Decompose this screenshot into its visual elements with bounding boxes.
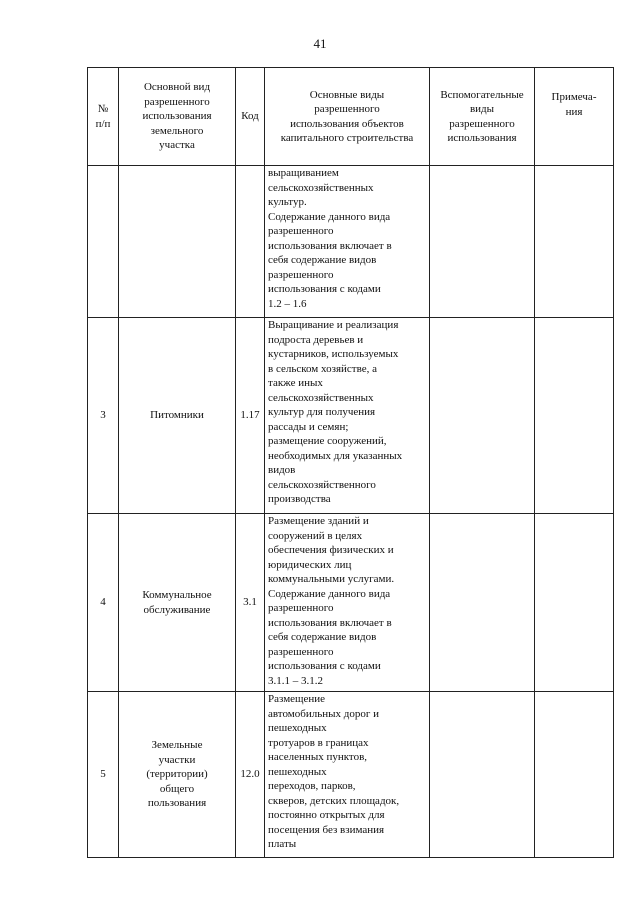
row-aux (430, 692, 535, 858)
row-num (88, 166, 119, 318)
header-note-line: Примеча- (551, 91, 597, 103)
row-kind (119, 318, 236, 514)
row-main-line: использования включает в (268, 616, 392, 629)
row-main-line: использования с кодами (268, 283, 381, 295)
header-aux (430, 68, 535, 166)
table-row (88, 692, 614, 858)
row-kind-line: (территории) (146, 768, 208, 781)
row-main-line: 1.2 – 1.6 (268, 297, 307, 310)
header-kind-line: использования (142, 110, 212, 123)
row-aux (430, 166, 535, 318)
header-main-line: Основные виды (309, 88, 385, 101)
row-main-line: разрешенного (268, 225, 334, 237)
row-main-line: населенных пунктов, (268, 751, 368, 763)
header-main-line: использования объектов (290, 117, 404, 130)
table-row (88, 318, 614, 514)
row-main-line: культур для получения (268, 406, 376, 418)
row-main (265, 318, 430, 514)
row-kind (119, 692, 236, 858)
row-main-line: скверов, детских площадок, (268, 794, 400, 807)
row-main-line: рассады и семян; (268, 420, 349, 433)
row-main (265, 692, 430, 858)
header-kind (119, 68, 236, 166)
header-aux-line: виды (469, 103, 495, 115)
row-main-line: юридических лиц (268, 558, 352, 571)
header-note (535, 68, 614, 166)
row-main-line: использования с кодами (268, 660, 381, 672)
page-number: 41 (313, 36, 327, 51)
header-aux-line: Вспомогательные (440, 88, 524, 101)
header-aux-line: использования (447, 132, 517, 144)
row-main-line: сооружений в целях (268, 529, 363, 542)
table-body (88, 166, 614, 858)
table-row (88, 166, 614, 318)
row-main-line: Размещение зданий и (268, 515, 369, 527)
row-kind-line: пользования (147, 797, 207, 810)
row-main-line: Размещение (268, 693, 326, 705)
row-main-line: платы (268, 838, 297, 850)
row-main-line: посещения без взимания (268, 823, 385, 836)
row-main-line: сельскохозяйственных (268, 181, 374, 194)
table-row (88, 514, 614, 692)
row-main-line: разрешенного (268, 645, 334, 658)
row-main-line: автомобильных дорог и (268, 707, 379, 720)
header-aux-line: разрешенного (449, 117, 515, 130)
header-kind-line: земельного (150, 124, 204, 137)
row-main-line: также иных (268, 377, 323, 389)
header-kind-line: Основной вид (143, 81, 211, 94)
row-main-line: 3.1.1 – 3.1.2 (268, 674, 323, 687)
row-note (535, 166, 614, 318)
row-main-line: сельскохозяйственного (268, 478, 376, 491)
row-main-line: сельскохозяйственных (268, 391, 374, 404)
row-main-line: постоянно открытых для (268, 809, 385, 821)
row-main-line: выращиванием (268, 167, 339, 179)
row-main-line: кустарников, используемых (268, 348, 399, 360)
row-kind-line: общего (159, 782, 195, 795)
row-main-line: подроста деревьев и (268, 333, 364, 346)
row-num: 3 (88, 318, 119, 514)
header-num-line: п/п (95, 117, 111, 130)
row-kind-line: обслуживание (143, 603, 211, 616)
row-main-line: производства (268, 493, 331, 505)
header-main-line: разрешенного (314, 103, 380, 115)
table-header-row (88, 68, 614, 166)
row-main-line: Содержание данного вида (268, 587, 391, 600)
row-main-line: пешеходных (268, 765, 327, 778)
row-kind (119, 166, 236, 318)
row-num: 5 (88, 692, 119, 858)
row-kind-line: Земельные (151, 739, 203, 752)
row-main-line: разрешенного (268, 268, 334, 281)
row-main-line: использования включает в (268, 239, 392, 252)
row-main-line: себя содержание видов (268, 631, 377, 643)
row-code (236, 166, 265, 318)
header-num (88, 68, 119, 166)
header-kind-line: разрешенного (144, 95, 210, 108)
row-kind-line: участки (158, 753, 196, 766)
row-main-line: обеспечения физических и (268, 544, 394, 556)
row-main-line: видов (268, 464, 296, 476)
row-kind-line: Коммунальное (142, 589, 212, 601)
header-num-line: № (97, 103, 109, 115)
row-code: 1.17 (236, 318, 265, 514)
row-kind-line: Питомники (150, 409, 204, 422)
row-main-line: тротуаров в границах (268, 736, 369, 749)
row-aux (430, 318, 535, 514)
row-main-line: разрешенного (268, 602, 334, 614)
row-aux (430, 514, 535, 692)
row-main-line: размещение сооружений, (268, 435, 387, 447)
header-note-line: ния (565, 105, 583, 118)
land-use-table (87, 67, 614, 858)
header-main-line: капитального строительства (280, 132, 414, 144)
row-note (535, 514, 614, 692)
row-main-line: себя содержание видов (268, 254, 377, 266)
row-main-line: культур. (268, 196, 307, 208)
row-note (535, 318, 614, 514)
header-kind-line: участка (159, 139, 195, 152)
row-main-line: пешеходных (268, 722, 327, 734)
row-main (265, 166, 430, 318)
header-main (265, 68, 430, 166)
row-main (265, 514, 430, 692)
row-note (535, 692, 614, 858)
row-code: 12.0 (236, 692, 265, 858)
row-main-line: необходимых для указанных (268, 449, 403, 462)
header-code (236, 68, 265, 166)
row-kind (119, 514, 236, 692)
row-main-line: коммунальными услугами. (268, 573, 395, 585)
header-code-line: Код (241, 110, 259, 123)
row-code: 3.1 (236, 514, 265, 692)
row-main-line: Содержание данного вида (268, 210, 391, 223)
row-main-line: переходов, парков, (268, 780, 356, 792)
row-main-line: в сельском хозяйстве, а (268, 362, 377, 375)
row-num: 4 (88, 514, 119, 692)
row-main-line: Выращивание и реализация (268, 319, 399, 331)
